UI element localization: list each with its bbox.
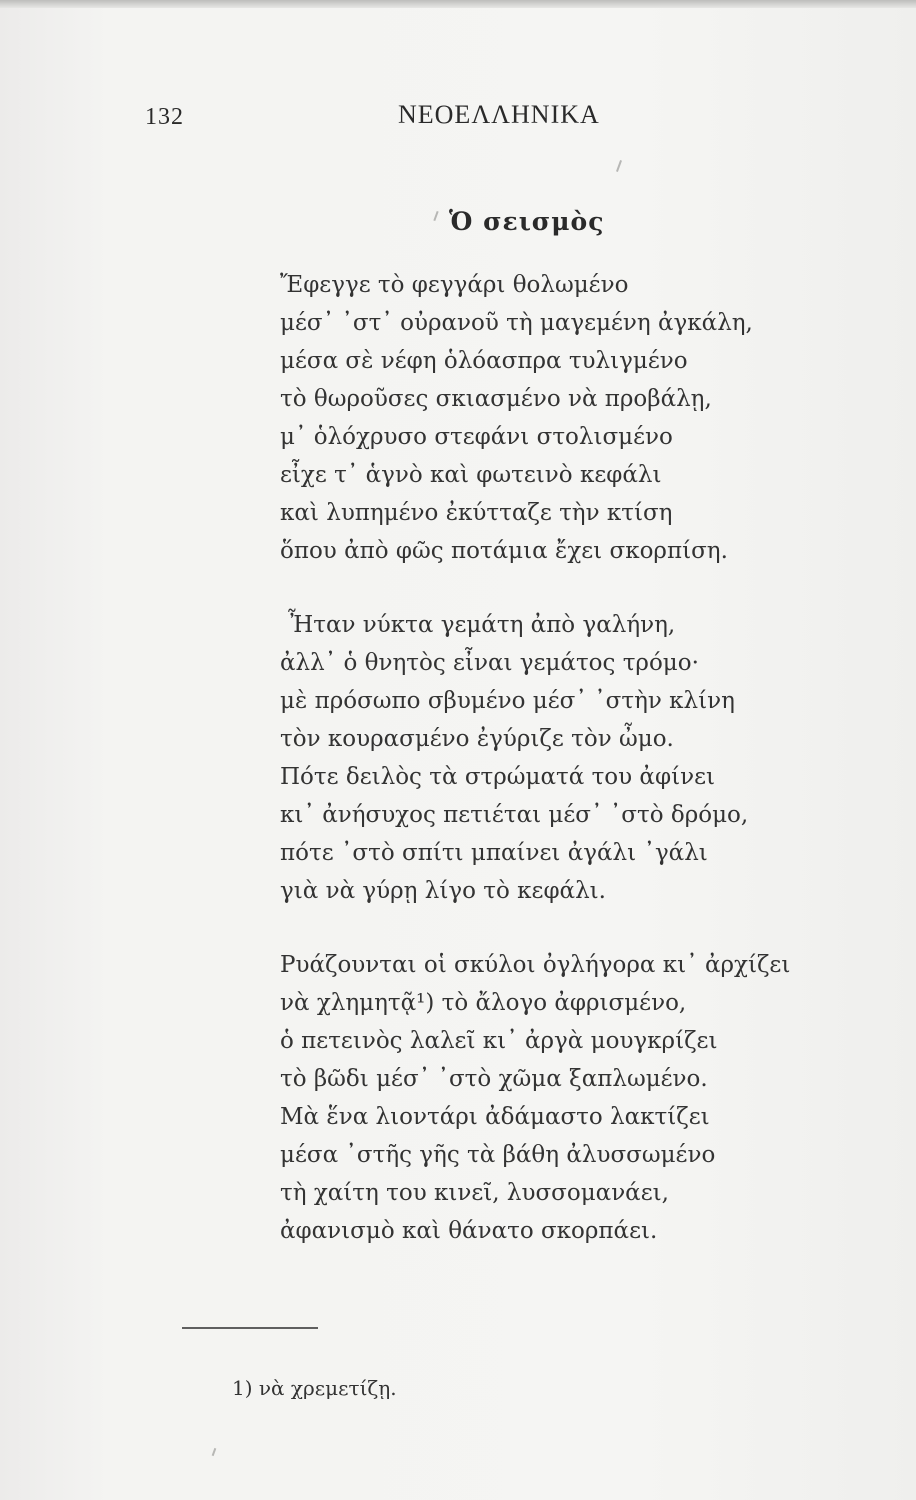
scan-mark	[616, 160, 622, 172]
poem-line: ὁ πετεινὸς λαλεῖ κι᾽ ἀργὰ μουγκρίζει	[280, 1028, 718, 1054]
poem-line: γιὰ νὰ γύρῃ λίγο τὸ κεφάλι.	[280, 878, 606, 904]
poem-body	[280, 266, 820, 1250]
poem-line: μ᾽ ὁλόχρυσο στεφάνι στολισμένο	[280, 424, 673, 450]
poem-line: ἀλλ᾽ ὁ θνητὸς εἶναι γεμάτος τρόμο·	[280, 650, 699, 676]
page-number: 132	[145, 104, 184, 130]
poem-title: Ὁ σεισμὸς	[449, 207, 605, 236]
poem-line: Ἔφεγγε τὸ φεγγάρι θολωμένο	[280, 272, 629, 298]
poem-line: Μὰ ἕνα λιοντάρι ἀδάμαστο λακτίζει	[280, 1104, 710, 1130]
poem-line: εἶχε τ᾽ ἁγνὸ καὶ φωτεινὸ κεφάλι	[280, 462, 662, 488]
scan-mark	[212, 1448, 217, 1456]
poem-line: μέσ᾽ ᾽στ᾽ οὐρανοῦ τὴ μαγεμένη ἀγκάλη,	[280, 310, 753, 336]
poem-line: κι᾽ ἀνήσυχος πετιέται μέσ᾽ ᾽στὸ δρόμο,	[280, 802, 749, 828]
stanza-2	[280, 606, 820, 910]
poem-line: Ἦταν νύκτα γεμάτη ἀπὸ γαλήνη,	[288, 612, 676, 638]
scan-mark	[433, 211, 438, 221]
page-top-edge	[0, 0, 916, 8]
poem-line: μέσα σὲ νέφη ὁλόασπρα τυλιγμένο	[280, 348, 688, 374]
running-head: ΝΕΟΕΛΛΗΝΙΚΑ	[398, 100, 600, 129]
poem-line: τὴ χαίτη του κινεῖ, λυσσομανάει,	[280, 1180, 669, 1206]
poem-line: καὶ λυπημένο ἐκύτταζε τὴν κτίση	[280, 500, 673, 526]
poem-line: ἀφανισμὸ καὶ θάνατο σκορπάει.	[280, 1218, 658, 1244]
poem-line: τὸ βῶδι μέσ᾽ ᾽στὸ χῶμα ξαπλωμένο.	[280, 1066, 708, 1092]
poem-line: μὲ πρόσωπο σβυμένο μέσ᾽ ᾽στὴν κλίνη	[280, 688, 735, 714]
page-header	[0, 96, 916, 136]
poem-line: ὅπου ἀπὸ φῶς ποτάμια ἔχει σκορπίση.	[280, 538, 728, 564]
poem-line: μέσα ᾽στῆς γῆς τὰ βάθη ἀλυσσωμένο	[280, 1142, 716, 1168]
poem-line: νὰ χλημητᾷ¹) τὸ ἄλογο ἀφρισμένο,	[280, 990, 687, 1016]
poem-line: τὸν κουρασμένο ἐγύριζε τὸν ὦμο.	[280, 726, 674, 752]
footnote-rule	[182, 1327, 318, 1329]
poem-line: τὸ θωροῦσες σκιασμένο νὰ προβάλῃ,	[280, 386, 712, 412]
poem-line: Πότε δειλὸς τὰ στρώματά του ἀφίνει	[280, 764, 716, 790]
footnote: 1) νὰ χρεμετίζῃ.	[232, 1376, 397, 1400]
stanza-3	[280, 946, 820, 1250]
poem-line: Ρυάζουνται οἱ σκύλοι ὀγλήγορα κι᾽ ἀρχίζει	[280, 952, 791, 978]
poem-line: πότε ᾽στὸ σπίτι μπαίνει ἀγάλι ᾽γάλι	[280, 840, 708, 866]
stanza-1	[280, 266, 820, 570]
